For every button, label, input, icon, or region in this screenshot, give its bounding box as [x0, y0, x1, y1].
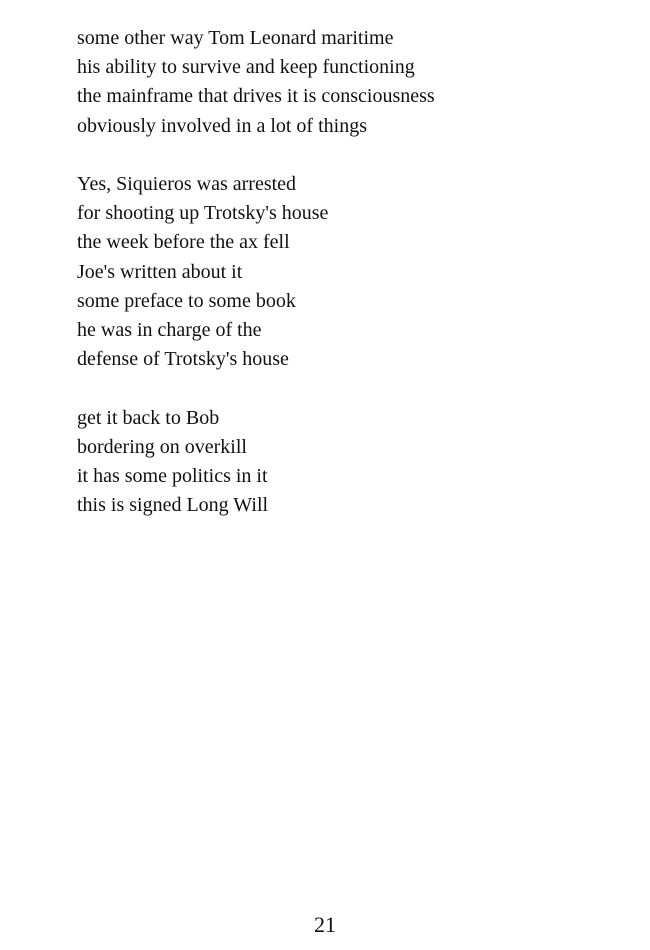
poem-line: some preface to some book	[77, 289, 296, 312]
stanza-3	[77, 404, 617, 521]
poem-line: obviously involved in a lot of things	[77, 114, 367, 137]
poem-body	[77, 24, 617, 550]
poem-line: the mainframe that drives it is consciousness	[77, 85, 435, 108]
poem-line: Joe's written about it	[77, 260, 243, 283]
poem-line: this is signed Long Will	[77, 494, 269, 517]
poem-line: it has some politics in it	[77, 465, 268, 488]
poem-line: Yes, Siquieros was arrested	[77, 173, 297, 195]
stanza-2	[77, 170, 617, 374]
poem-line: his ability to survive and keep functioning	[77, 56, 415, 79]
poem-line: some other way Tom Leonard maritime	[77, 27, 394, 49]
poem-line: the week before the ax fell	[77, 231, 290, 254]
poem-line: for shooting up Trotsky's house	[77, 202, 329, 225]
poem-line: he was in charge of the	[77, 319, 262, 342]
poem-line: bordering on overkill	[77, 435, 247, 458]
poem-line: defense of Trotsky's house	[77, 348, 289, 371]
poem-line: get it back to Bob	[77, 406, 220, 429]
page-number: 21	[314, 912, 336, 937]
stanza-1	[77, 24, 617, 141]
